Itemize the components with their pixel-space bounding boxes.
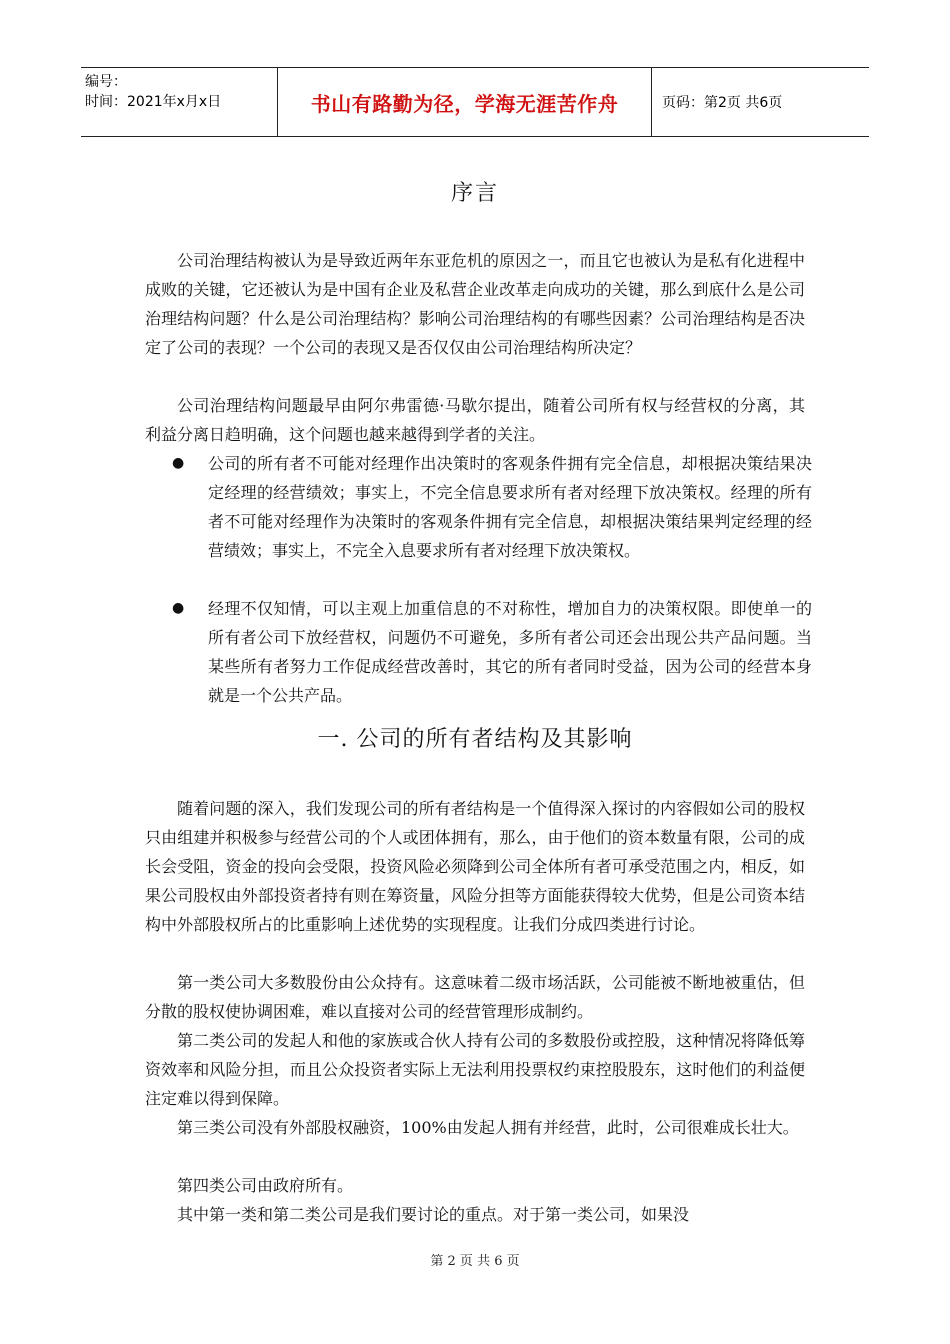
bullet-item-1	[172, 449, 812, 565]
header-number-label: 编号：	[85, 74, 127, 90]
header-motto: 书山有路勤为径，学海无涯苦作舟	[278, 68, 652, 136]
page-footer: 第 2 页 共 6 页	[430, 1254, 520, 1269]
section-paragraph-5: 第四类公司由政府所有。	[177, 1176, 354, 1195]
document-header	[81, 67, 869, 137]
header-time-label: 时间：2021年x月x日	[85, 94, 222, 110]
section-paragraph-3: 第二类公司的发起人和他的家族或合伙人持有公司的多数股份或控股，这种情况将降低筹资效率和风险分担，而且公众投资者实际上无法利用投票权约束控股股东，这时他们的利益便注定难以得到保障。	[145, 1031, 805, 1108]
preface-paragraph-2: 公司治理结构问题最早由阿尔弗雷德·马歇尔提出，随着公司所有权与经营权的分离，其利益分离日趋明确，这个问题也越来越得到学者的关注。	[145, 396, 805, 444]
bullet-dot-icon: ●	[172, 455, 185, 471]
header-meta	[81, 68, 278, 136]
section-paragraph-4: 第三类公司没有外部股权融资，100%由发起人拥有并经营，此时，公司很难成长壮大。	[177, 1118, 799, 1137]
bullet-text-2: 经理不仅知情，可以主观上加重信息的不对称性，增加自力的决策权限。即使单一的所有者公司下放经营权，问题仍不可避免，多所有者公司还会出现公共产品问题。当某些所有者努力工作促成经营改善时，其它的所有者同时受益，因为公司的经营本身就是一个公共产品。	[208, 599, 812, 705]
section-title: 一. 公司的所有者结构及其影响	[317, 727, 633, 752]
bullet-dot-icon: ●	[172, 600, 185, 616]
bullet-item-2	[172, 594, 812, 710]
preface-title: 序言	[450, 181, 499, 206]
section-paragraph-6: 其中第一类和第二类公司是我们要讨论的重点。对于第一类公司，如果没	[177, 1205, 690, 1224]
section-paragraph-1: 随着问题的深入，我们发现公司的所有者结构是一个值得深入探讨的内容假如公司的股权只由组建并积极参与经营公司的个人或团体拥有，那么，由于他们的资本数量有限，公司的成长会受阻，资金的投向会受限，投资风险必须降到公司全体所有者可承受范围之内，相反，如果公司股权由外部投资者持有则在筹资量，风险分担等方面能获得较大优势，但是公司资本结构中外部股权所占的比重影响上述优势的实现程度。让我们分成四类进行讨论。	[145, 799, 805, 934]
preface-paragraph-1: 公司治理结构被认为是导致近两年东亚危机的原因之一，而且它也被认为是私有化进程中成败的关键，它还被认为是中国有企业及私营企业改革走向成功的关键，那么到底什么是公司治理结构问题？什么是公司治理结构？影响公司治理结构的有哪些因素？公司治理结构是否决定了公司的表现？一个公司的表现又是否仅仅由公司治理结构所决定？	[145, 251, 805, 357]
header-page-info: 页码：第2页 共6页	[662, 95, 783, 111]
bullet-text-1: 公司的所有者不可能对经理作出决策时的客观条件拥有完全信息，却根据决策结果决定经理的经营绩效；事实上，不完全信息要求所有者对经理下放决策权。经理的所有者不可能对经理作为决策时的客观条件拥有完全信息，却根据决策结果判定经理的经营绩效；事实上，不完全入息要求所有者对经理下放决策权。	[208, 454, 812, 560]
section-paragraph-2: 第一类公司大多数股份由公众持有。这意味着二级市场活跃，公司能被不断地被重估，但分散的股权使协调困难，难以直接对公司的经营管理形成制约。	[145, 973, 805, 1021]
